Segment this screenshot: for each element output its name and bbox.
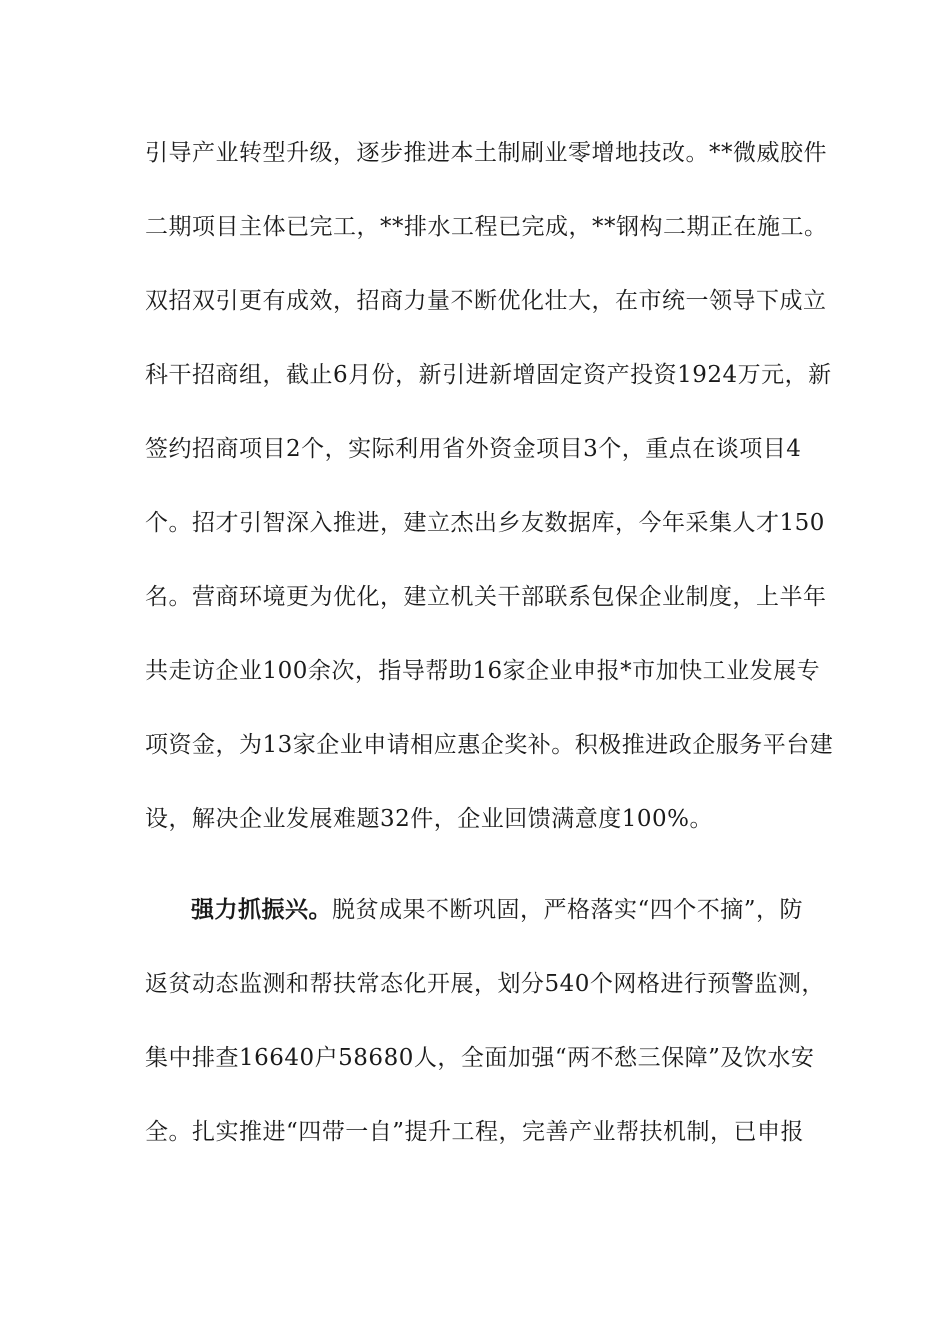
- paragraph-line: 科干招商组，截止6月份，新引进新增固定资产投资1924万元，新: [145, 362, 832, 388]
- paragraph-line: 签约招商项目2个，实际利用省外资金项目3个，重点在谈项目4: [145, 436, 802, 462]
- paragraph-line: 设，解决企业发展难题32件，企业回馈满意度100%。: [145, 806, 714, 832]
- paragraph-line: 集中排查16640户58680人，全面加强“两不愁三保障”及饮水安: [145, 1045, 815, 1071]
- paragraph-line: 引导产业转型升级，逐步推进本土制刷业零增地技改。**微威胶件: [145, 140, 827, 166]
- paragraph-line: 返贫动态监测和帮扶常态化开展，划分540个网格进行预警监测，: [145, 971, 825, 997]
- paragraph-line: 名。营商环境更为优化，建立机关干部联系包保企业制度，上半年: [145, 584, 827, 610]
- paragraph-line: 双招双引更有成效，招商力量不断优化壮大，在市统一领导下成立: [145, 288, 827, 314]
- paragraph-line: 共走访企业100余次，指导帮助16家企业申报*市加快工业发展专: [145, 658, 821, 684]
- paragraph-line: 个。招才引智深入推进，建立杰出乡友数据库，今年采集人才150: [145, 510, 825, 536]
- paragraph-first-line: [191, 895, 805, 925]
- section-heading: 强力抓振兴。: [191, 896, 332, 923]
- paragraph-text: 脱贫成果不断巩固，严格落实“四个不摘”，防: [332, 897, 804, 923]
- paragraph-line: 二期项目主体已完工，**排水工程已完成，**钢构二期正在施工。: [145, 214, 828, 240]
- paragraph-line: 项资金，为13家企业申请相应惠企奖补。积极推进政企服务平台建: [145, 732, 834, 758]
- paragraph-line: 全。扎实推进“四带一自”提升工程，完善产业帮扶机制，已申报: [145, 1119, 805, 1145]
